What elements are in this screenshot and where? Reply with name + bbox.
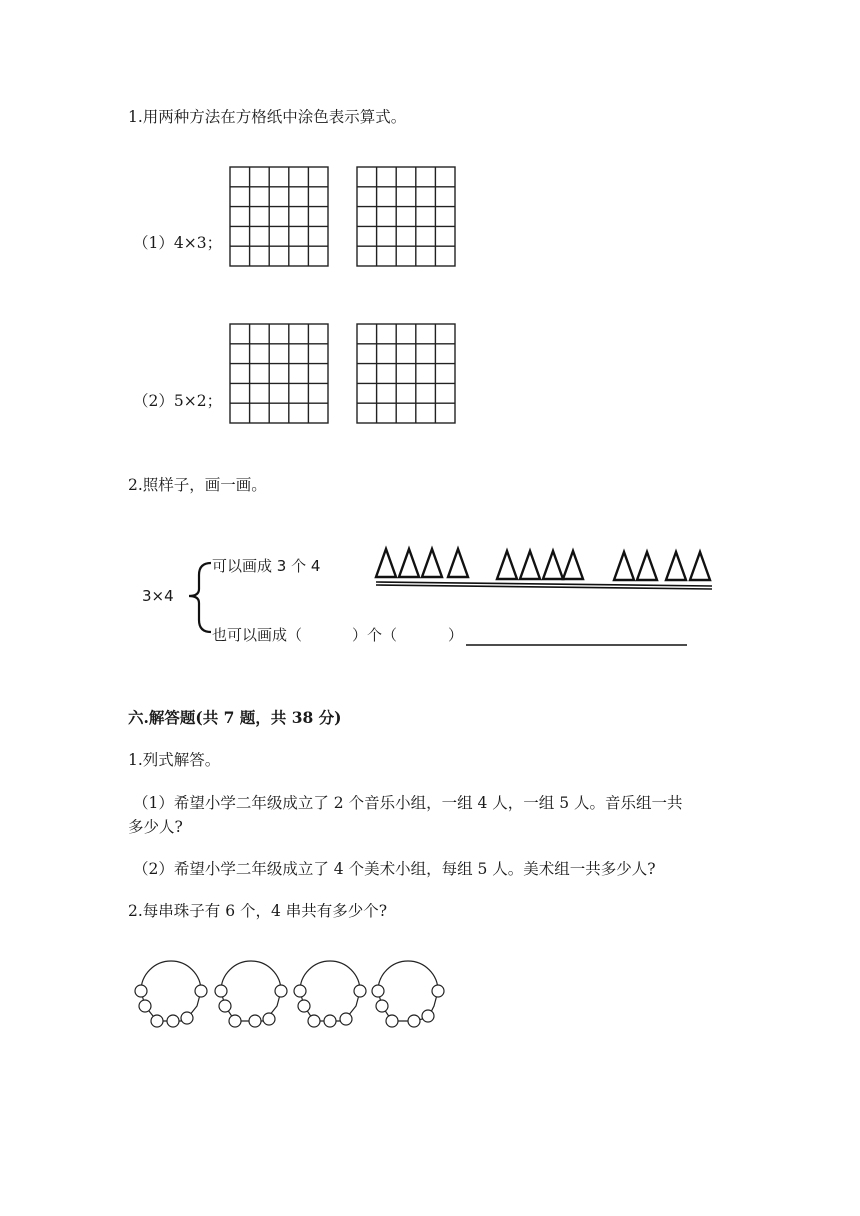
triangle-group-3 bbox=[614, 552, 710, 580]
q1-title: 1.用两种方法在方格纸中涂色表示算式。 bbox=[128, 108, 407, 126]
q2-expression: 3×4 bbox=[142, 587, 174, 605]
s6-q1-part1-line1: （1）希望小学二年级成立了 2 个音乐小组，一组 4 人，一组 5 人。音乐组一共 bbox=[133, 794, 683, 812]
bead-string-1 bbox=[135, 961, 207, 1027]
q2-title: 2.照样子，画一画。 bbox=[128, 476, 267, 494]
q2-line2-text-a: 也可以画成（ bbox=[212, 626, 303, 644]
q2-line1-text: 可以画成 3 个 4 bbox=[212, 557, 321, 575]
q2-line2-text-c: ） bbox=[448, 626, 464, 644]
bead-string-2 bbox=[215, 961, 287, 1027]
triangle-group-1 bbox=[376, 549, 468, 577]
triangle-underline bbox=[376, 582, 712, 589]
bead-strings bbox=[135, 961, 444, 1027]
s6-q1-part2: （2）希望小学二年级成立了 4 个美术小组，每组 5 人。美术组一共多少人? bbox=[133, 860, 656, 878]
section6-title: 六.解答题(共 7 题，共 38 分) bbox=[128, 708, 342, 727]
triangle-group-2 bbox=[497, 551, 583, 579]
q1-part2-label: （2）5×2； bbox=[133, 392, 223, 410]
s6-q1-title: 1.列式解答。 bbox=[128, 751, 221, 769]
s6-q1-part1-line2: 多少人? bbox=[128, 818, 183, 836]
q1-part1-label: （1）4×3； bbox=[133, 234, 223, 252]
grid-2b bbox=[357, 324, 455, 423]
brace bbox=[189, 563, 211, 632]
bead-string-3 bbox=[294, 961, 366, 1027]
triangle-groups bbox=[376, 549, 710, 580]
grid-1b bbox=[357, 167, 455, 266]
grid-2a bbox=[230, 324, 328, 423]
grid-1a bbox=[230, 167, 328, 266]
bead-string-4 bbox=[372, 961, 444, 1027]
q2-line2-text-b: ）个（ bbox=[352, 626, 398, 644]
s6-q2-title: 2.每串珠子有 6 个，4 串共有多少个? bbox=[128, 902, 388, 920]
